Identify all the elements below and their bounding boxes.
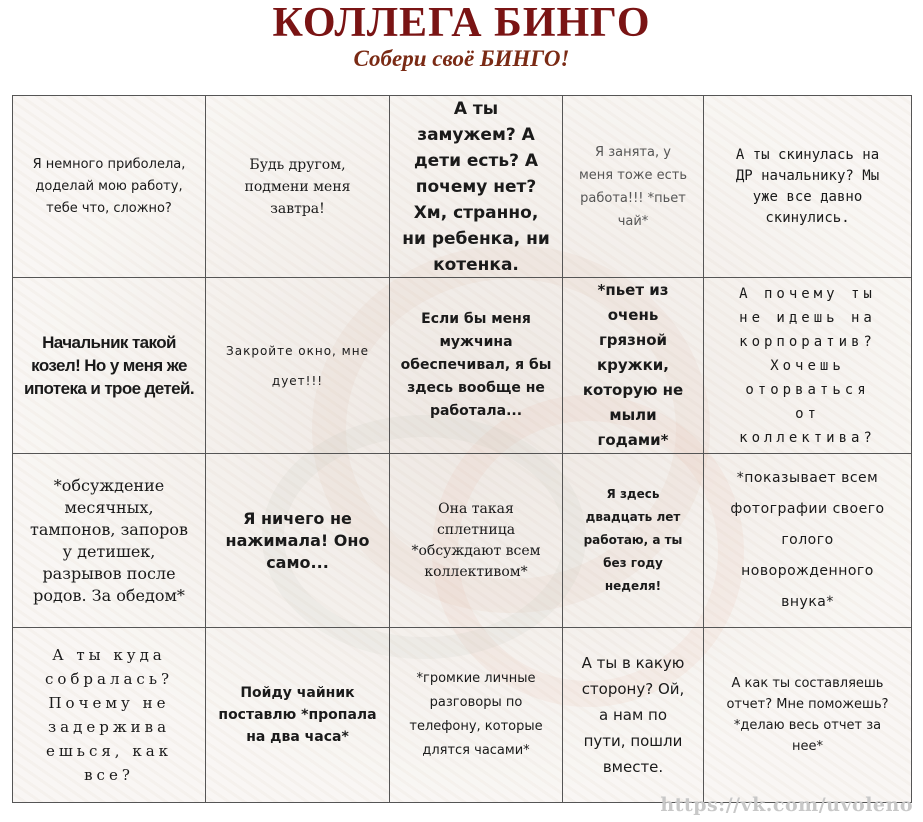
bingo-cell[interactable] bbox=[563, 628, 704, 803]
bingo-cell[interactable] bbox=[563, 454, 704, 628]
bingo-cell[interactable] bbox=[563, 96, 704, 278]
bingo-cell[interactable] bbox=[206, 96, 390, 278]
bingo-cell-text: Если бы меня мужчина обеспечивал, я бы здесь вообще не работала... bbox=[400, 311, 552, 419]
bingo-cell[interactable] bbox=[390, 278, 563, 454]
bingo-cell-text: *показывает всем фотографии своего голого новорожденного внука* bbox=[730, 470, 885, 610]
page-subtitle: Собери своё БИНГО! bbox=[353, 46, 570, 71]
bingo-cell-text: А почему ты не идешь на корпоратив? Хочешь оторваться от коллектива? bbox=[739, 285, 876, 446]
bingo-cell-text: *обсуждение месячных, тампонов, запоров у детишек, разрывов после родов. За обедом* bbox=[29, 475, 189, 605]
bingo-cell[interactable] bbox=[13, 628, 206, 803]
bingo-grid bbox=[12, 95, 912, 803]
bingo-cell-text: Пойду чайник поставлю *пропала на два часа* bbox=[218, 685, 377, 745]
bingo-cell[interactable] bbox=[13, 96, 206, 278]
bingo-cell[interactable] bbox=[206, 278, 390, 454]
bingo-board bbox=[12, 95, 911, 802]
bingo-cell[interactable] bbox=[13, 278, 206, 454]
bingo-cell[interactable] bbox=[704, 454, 912, 628]
bingo-cell[interactable] bbox=[390, 454, 563, 628]
bingo-cell-text: А ты замужем? А дети есть? А почему нет? Хм, странно, ни ребенка, ни котенка. bbox=[402, 98, 550, 275]
bingo-cell[interactable] bbox=[206, 454, 390, 628]
bingo-cell-text: А ты в какую сторону? Ой, а нам по пути, пошли вместе. bbox=[581, 654, 685, 776]
bingo-cell[interactable] bbox=[563, 278, 704, 454]
bingo-cell-text: Будь другом, подмени меня завтра! bbox=[244, 156, 351, 217]
bingo-cell-text: *пьет из очень грязной кружки, которую не мыли годами* bbox=[582, 281, 684, 449]
watermark-url: https://vk.com/uvoleno bbox=[660, 794, 913, 816]
bingo-cell-text: Я здесь двадцать лет работаю, а ты без году неделя! bbox=[583, 487, 683, 593]
bingo-cell[interactable] bbox=[704, 96, 912, 278]
bingo-cell-text: А ты куда собралась? Почему не задержива ешься, как все? bbox=[44, 646, 174, 784]
bingo-cell[interactable] bbox=[13, 454, 206, 628]
bingo-cell[interactable] bbox=[390, 96, 563, 278]
bingo-cell-text: Начальник такой козел! Но у меня же ипотека и трое детей. bbox=[24, 333, 194, 398]
bingo-cell-text: Она такая сплетница *обсуждают всем коллективом* bbox=[411, 500, 541, 580]
bingo-cell-text: Я занята, у меня тоже есть работа!!! *пьет чай* bbox=[578, 144, 687, 229]
bingo-cell-text: А как ты составляешь отчет? Мне поможешь? *делаю весь отчет за нее* bbox=[726, 676, 889, 754]
bingo-cell[interactable] bbox=[704, 628, 912, 803]
page-title: КОЛЛЕГА БИНГО bbox=[272, 0, 651, 46]
bingo-cell[interactable] bbox=[206, 628, 390, 803]
bingo-cell-text: Я немного приболела, доделай мою работу, тебе что, сложно? bbox=[32, 156, 186, 216]
bingo-cell-text: А ты скинулась на ДР начальнику? Мы уже все давно скинулись. bbox=[735, 146, 880, 226]
bingo-cell-text: Я ничего не нажимала! Оно само... bbox=[225, 508, 370, 572]
bingo-cell-text: *громкие личные разговоры по телефону, которые длятся часами* bbox=[409, 671, 543, 758]
bingo-cell-text: Закройте окно, мне дует!!! bbox=[226, 343, 369, 388]
bingo-cell[interactable] bbox=[390, 628, 563, 803]
bingo-cell[interactable] bbox=[704, 278, 912, 454]
